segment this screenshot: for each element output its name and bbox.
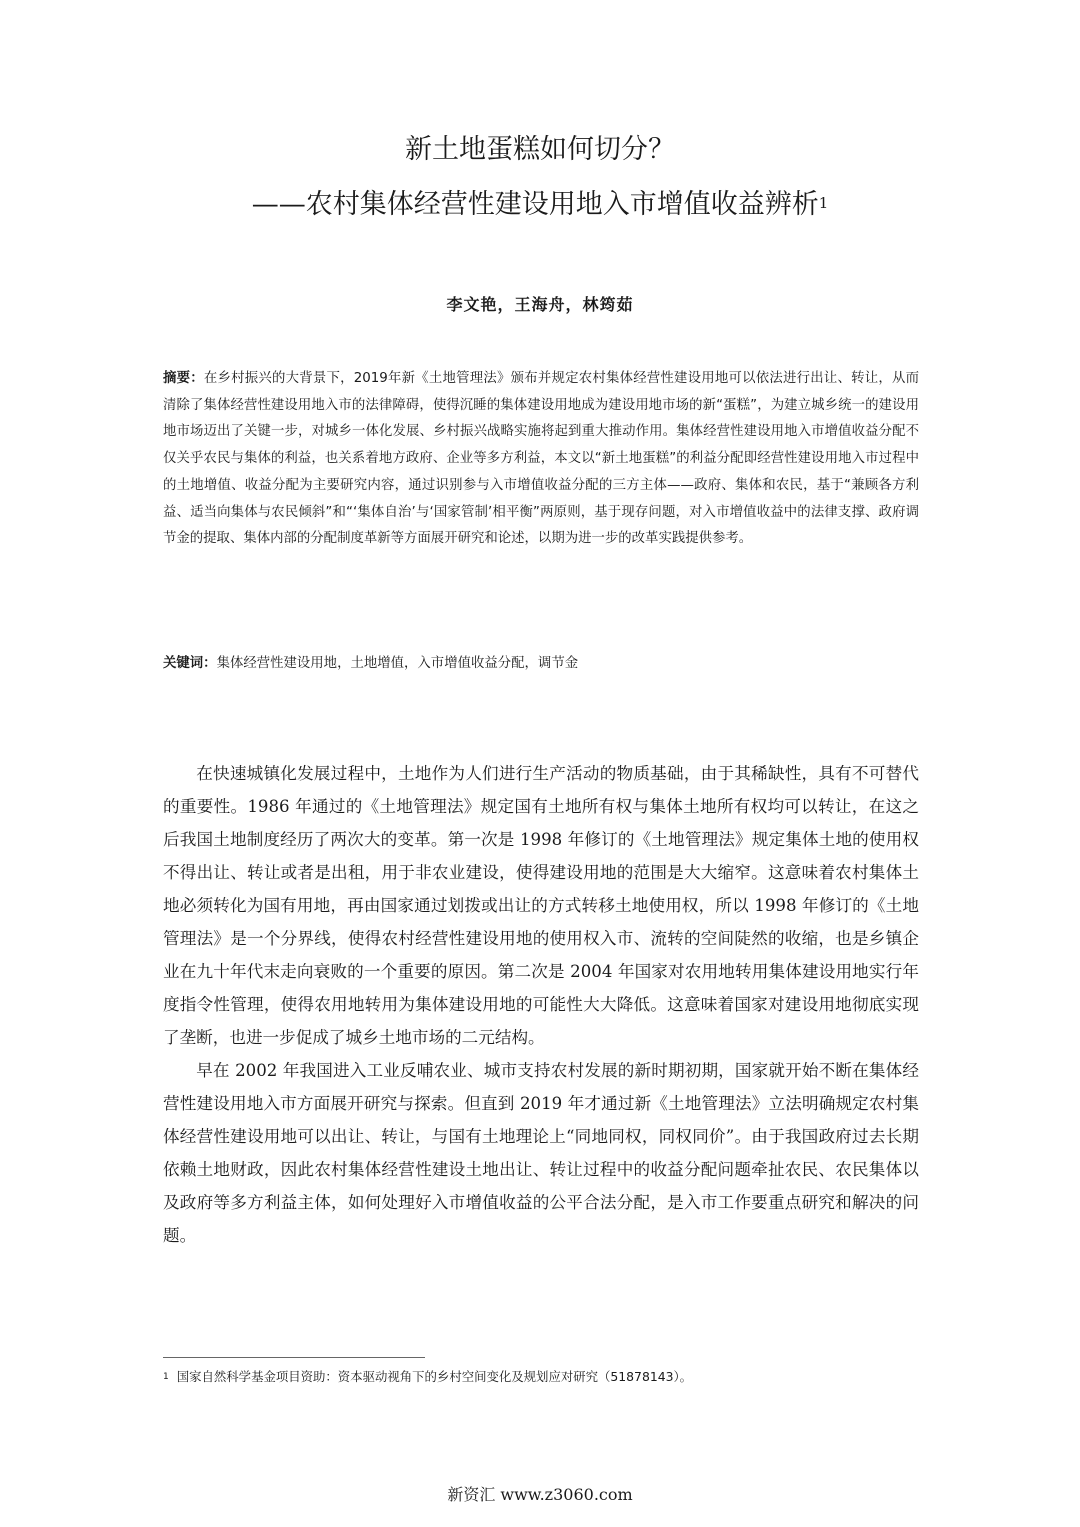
footnote-marker: 1 [163, 1372, 169, 1382]
footnote-divider [163, 1357, 425, 1358]
keywords-label: 关键词： [163, 656, 217, 671]
body-text [163, 757, 919, 1252]
body-paragraph: 早在 2002 年我国进入工业反哺农业、城市支持农村发展的新时期初期，国家就开始不断在集体经营性建设用地入市方面展开研究与探索。但直到 2019 年才通过新《土地管理法》立法明确规定农村集体经营性建设用地可以出让、转让，与国有土地理论上“同地同权，同权同价”。由于我国政府过去长期依赖土地财政，因此农村集体经营性建设土地出让、转让过程中的收益分配问题牵扯农民、农民集体以及政府等多方利益主体，如何处理好入市增值收益的公平合法分配，是入市工作要重点研究和解决的问题。 [163, 1061, 919, 1245]
abstract-text: 在乡村振兴的大背景下，2019年新《土地管理法》颁布并规定农村集体经营性建设用地可以依法进行出让、转让，从而清除了集体经营性建设用地入市的法律障碍，使得沉睡的集体建设用地成为建设用地市场的新“蛋糕”，为建立城乡统一的建设用地市场迈出了关键一步，对城乡一体化发展、乡村振兴战略实施将起到重大推动作用。集体经营性建设用地入市增值收益分配不仅关乎农民与集体的利益，也关系着地方政府、企业等多方利益，本文以“新土地蛋糕”的利益分配即经营性建设用地入市过程中的土地增值、收益分配为主要研究内容，通过识别参与入市增值收益分配的三方主体——政府、集体和农民，基于“兼顾各方利益、适当向集体与农民倾斜”和“‘集体自治’与‘国家管制’相平衡”两原则，基于现存问题，对入市增值收益中的法律支撑、政府调节金的提取、集体内部的分配制度革新等方面展开研究和论述，以期为进一步的改革实践提供参考。 [163, 371, 920, 547]
footnote [163, 1367, 919, 1387]
paper-title: 新土地蛋糕如何切分？ [405, 134, 675, 165]
abstract-label: 摘要： [163, 371, 204, 386]
keywords [163, 651, 919, 678]
footnote-text: 国家自然科学基金项目资助：资本驱动视角下的乡村空间变化及规划应对研究（51878143）。 [176, 1369, 693, 1384]
paper-subtitle [0, 183, 1080, 227]
paper-subtitle-text: ——农村集体经营性建设用地入市增值收益辨析 [251, 189, 819, 220]
author-list: 李文艳，王海舟，林筠茹 [446, 295, 634, 314]
keywords-text: 集体经营性建设用地，土地增值，入市增值收益分配，调节金 [216, 656, 579, 671]
footnote-reference[interactable]: 1 [818, 194, 829, 212]
body-paragraph: 在快速城镇化发展过程中，土地作为人们进行生产活动的物质基础，由于其稀缺性，具有不可替代的重要性。1986 年通过的《土地管理法》规定国有土地所有权与集体土地所有权均可以转让，在这之后我国土地制度经历了两次大的变革。第一次是 1998 年修订的《土地管理法》规定集体土地的使用权不得出让、转让或者是出租，用于非农业建设，使得建设用地的范围是大大缩窄。这意味着农村集体土地必须转化为国有用地，再由国家通过划拨或出让的方式转移土地使用权，所以 1998 年修订的《土地管理法》是一个分界线，使得农村经营性建设用地的使用权入市、流转的空间陡然的收缩，也是乡镇企业在九十年代末走向衰败的一个重要的原因。第二次是 2004 年国家对农用地转用集体建设用地实行年度指令性管理，使得农用地转用为集体建设用地的可能性大大降低。这意味着国家对建设用地彻底实现了垄断，也进一步促成了城乡土地市场的二元结构。 [163, 764, 919, 1047]
abstract [163, 366, 919, 553]
site-watermark: 新资汇 www.z3060.com [447, 1485, 633, 1504]
